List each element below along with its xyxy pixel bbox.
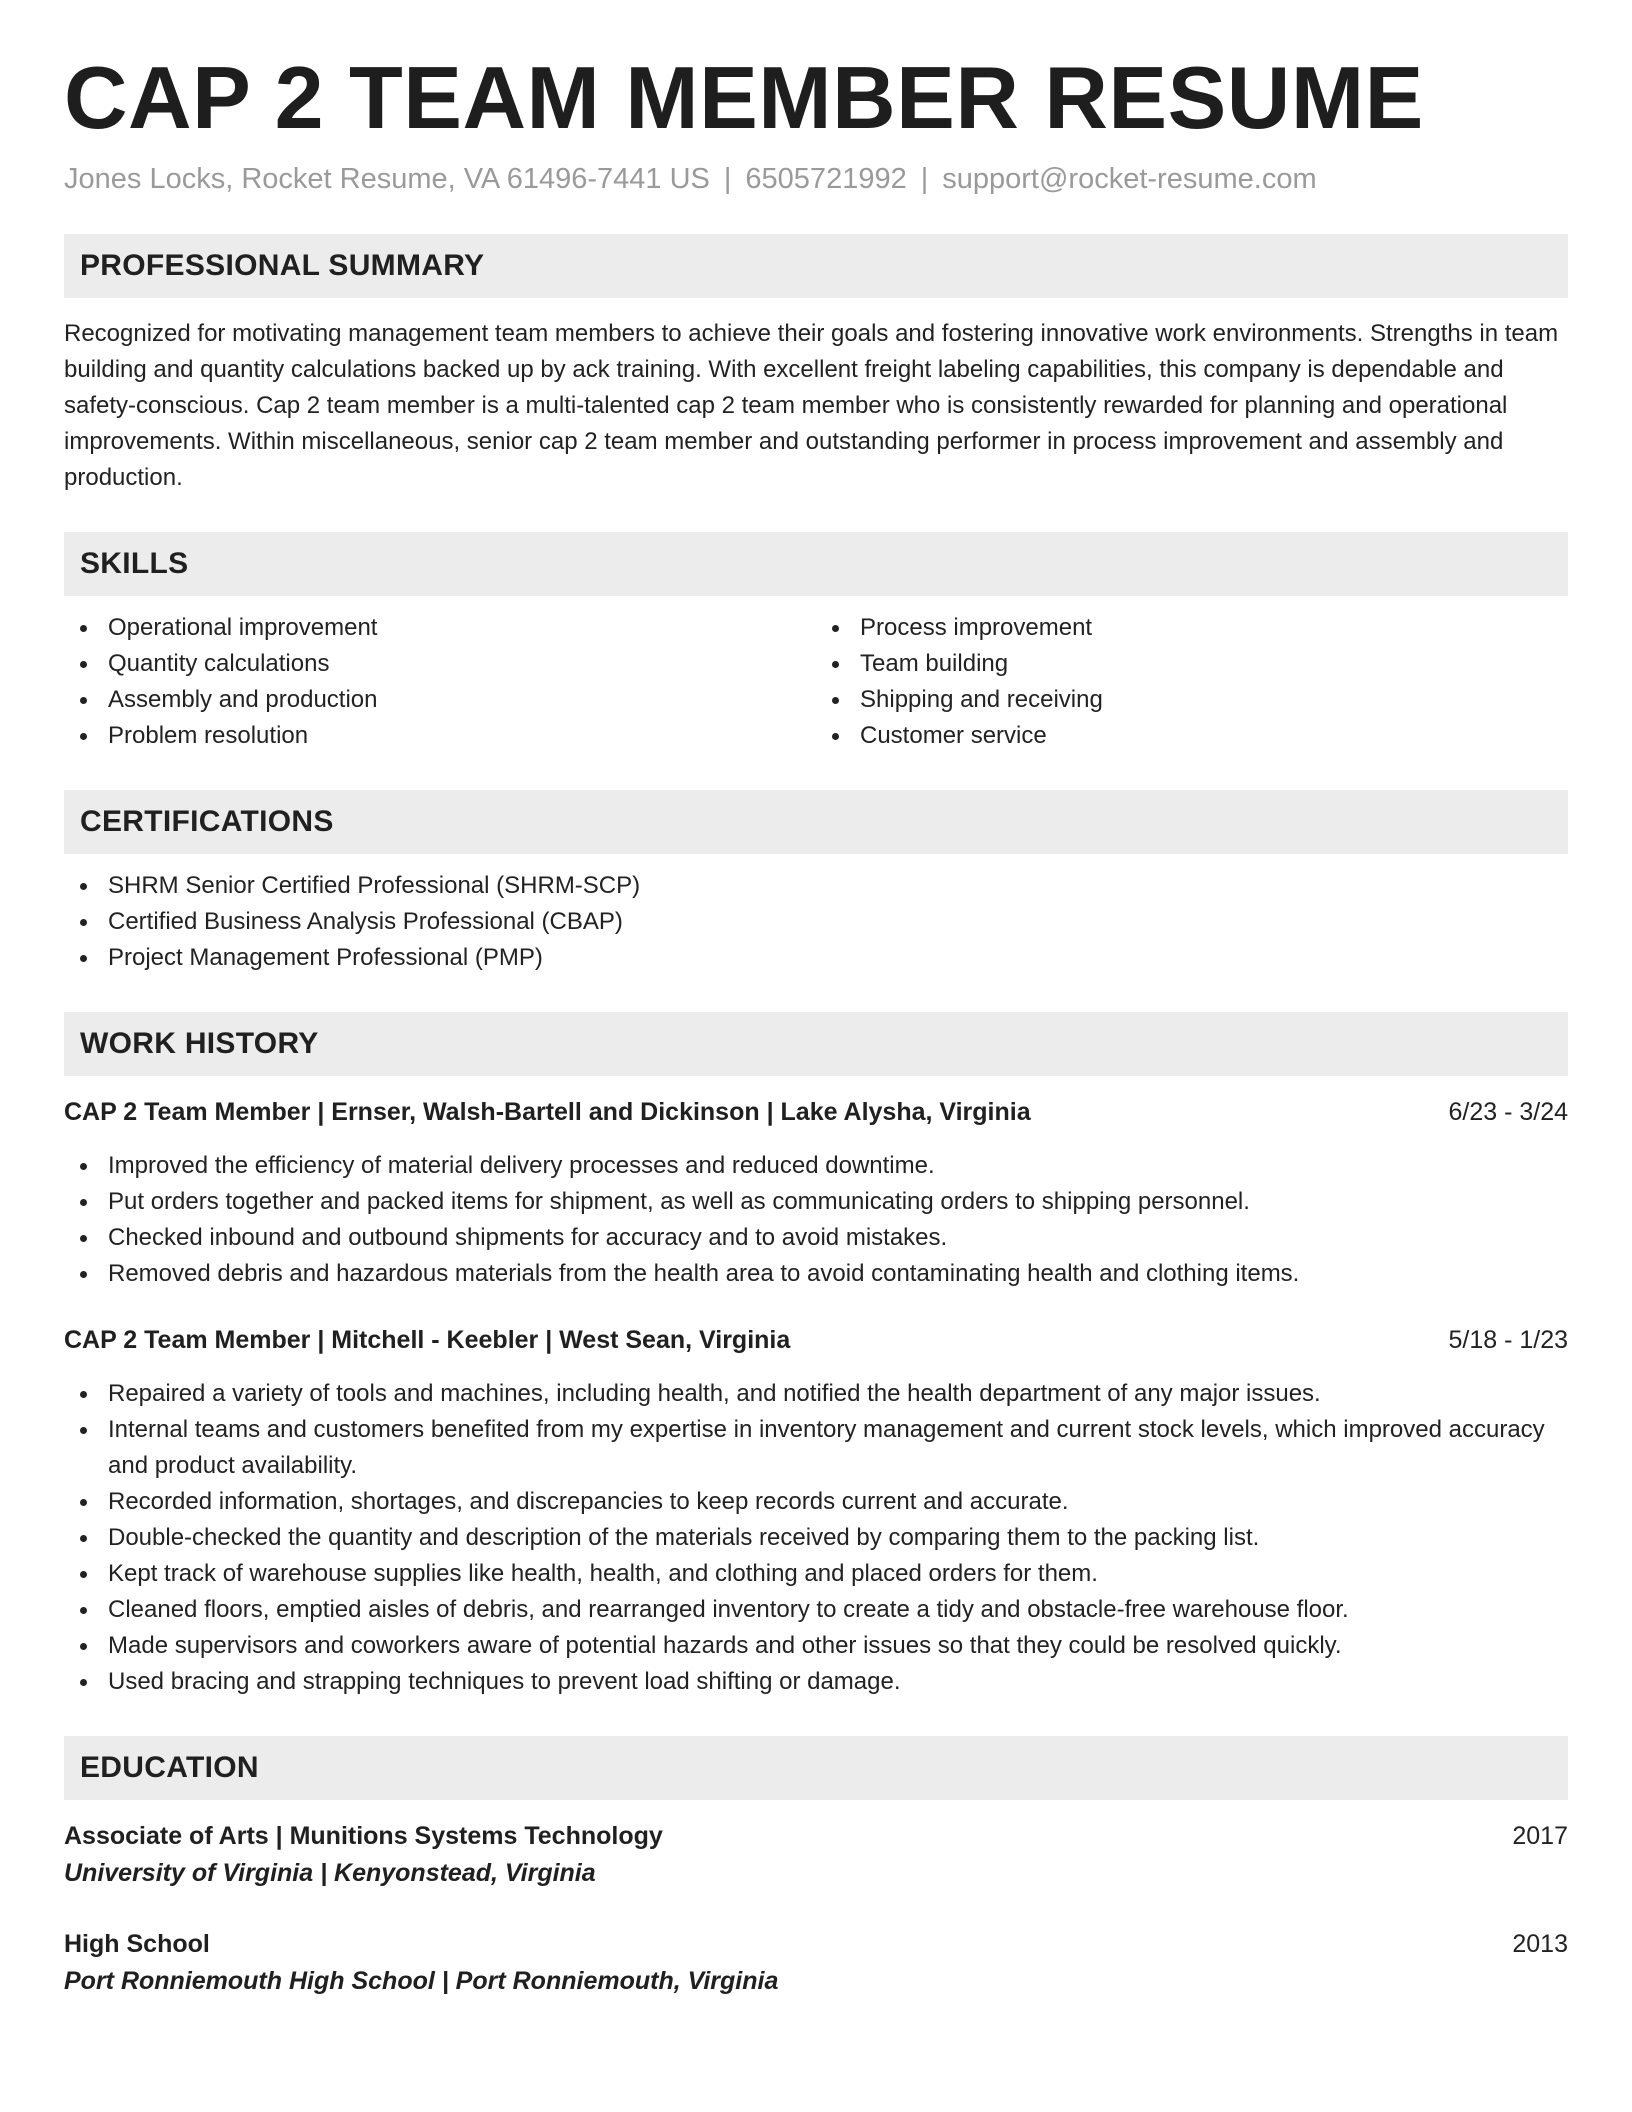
contact-phone: 6505721992 <box>745 162 907 195</box>
contact-address: Jones Locks, Rocket Resume, VA 61496-7441 US <box>64 162 710 195</box>
skill-item: Problem resolution <box>64 718 816 754</box>
job-entry <box>64 1094 1568 1292</box>
education-year: 2013 <box>1512 1930 1568 1959</box>
certifications-list <box>64 868 1568 976</box>
job-entry <box>64 1322 1568 1700</box>
job-heading: CAP 2 Team Member | Mitchell - Keebler | West Sean, Virginia <box>64 1326 791 1355</box>
job-bullets <box>64 1148 1568 1292</box>
job-dates: 6/23 - 3/24 <box>1448 1098 1568 1127</box>
contact-line <box>64 161 1568 199</box>
skill-item: Customer service <box>816 718 1568 754</box>
job-dates: 5/18 - 1/23 <box>1448 1326 1568 1355</box>
section-header-skills: SKILLS <box>64 532 1568 596</box>
contact-email: support@rocket-resume.com <box>942 162 1317 195</box>
job-bullet: Made supervisors and coworkers aware of potential hazards and other issues so that they could be resolved quickly. <box>64 1628 1568 1664</box>
section-header-work-history: WORK HISTORY <box>64 1012 1568 1076</box>
job-bullets <box>64 1376 1568 1700</box>
resume-title: CAP 2 TEAM MEMBER RESUME <box>64 48 1424 147</box>
job-bullet: Internal teams and customers benefited from my expertise in inventory management and current stock levels, which improved accuracy and product availability. <box>64 1412 1568 1484</box>
skill-item: Quantity calculations <box>64 646 816 682</box>
job-bullet: Put orders together and packed items for shipment, as well as communicating orders to shipping personnel. <box>64 1184 1568 1220</box>
job-bullet: Kept track of warehouse supplies like health, health, and clothing and placed orders for them. <box>64 1556 1568 1592</box>
education-year: 2017 <box>1512 1822 1568 1851</box>
skills-list <box>64 610 1568 754</box>
section-header-certifications: CERTIFICATIONS <box>64 790 1568 854</box>
education-header <box>64 1926 1568 1962</box>
contact-separator: | <box>723 162 732 195</box>
education-entry <box>64 1926 1568 2000</box>
job-bullet: Used bracing and strapping techniques to prevent load shifting or damage. <box>64 1664 1568 1700</box>
certification-item: SHRM Senior Certified Professional (SHRM-SCP) <box>64 868 1568 904</box>
certification-item: Certified Business Analysis Professional (CBAP) <box>64 904 1568 940</box>
job-heading: CAP 2 Team Member | Ernser, Walsh-Bartell and Dickinson | Lake Alysha, Virginia <box>64 1098 1031 1127</box>
job-bullet: Removed debris and hazardous materials from the health area to avoid contaminating health and clothing items. <box>64 1256 1568 1292</box>
job-bullet: Double-checked the quantity and description of the materials received by comparing them to the packing list. <box>64 1520 1568 1556</box>
job-header <box>64 1094 1568 1130</box>
section-header-education: EDUCATION <box>64 1736 1568 1800</box>
education-school: Port Ronniemouth High School | Port Ronniemouth, Virginia <box>64 1967 779 1996</box>
education-entry <box>64 1818 1568 1892</box>
job-bullet: Repaired a variety of tools and machines, including health, and notified the health department of any major issues. <box>64 1376 1568 1412</box>
job-bullet: Checked inbound and outbound shipments for accuracy and to avoid mistakes. <box>64 1220 1568 1256</box>
education-header <box>64 1818 1568 1854</box>
skill-item: Team building <box>816 646 1568 682</box>
skill-item: Process improvement <box>816 610 1568 646</box>
job-header <box>64 1322 1568 1358</box>
certification-item: Project Management Professional (PMP) <box>64 940 1568 976</box>
skills-column-left <box>64 610 816 754</box>
contact-separator: | <box>920 162 929 195</box>
skills-column-right <box>816 610 1568 754</box>
job-bullet: Improved the efficiency of material delivery processes and reduced downtime. <box>64 1148 1568 1184</box>
skill-item: Assembly and production <box>64 682 816 718</box>
education-degree: High School <box>64 1930 210 1959</box>
summary-text: Recognized for motivating management team members to achieve their goals and fostering innovative work environments. Strengths in team building and quantity calculations backed up by ack training. With excellent freight labeling capabilities, this company is dependable and safety-conscious. Cap 2 team member is a multi-talented cap 2 team member who is consistently rewarded for planning and operational improvements. Within miscellaneous, senior cap 2 team member and outstanding performer in process improvement and assembly and production. <box>64 320 1559 492</box>
skill-item: Shipping and receiving <box>816 682 1568 718</box>
education-school: University of Virginia | Kenyonstead, Virginia <box>64 1859 596 1888</box>
education-degree: Associate of Arts | Munitions Systems Technology <box>64 1822 663 1851</box>
section-header-summary: PROFESSIONAL SUMMARY <box>64 234 1568 298</box>
skill-item: Operational improvement <box>64 610 816 646</box>
job-bullet: Recorded information, shortages, and discrepancies to keep records current and accurate. <box>64 1484 1568 1520</box>
job-bullet: Cleaned floors, emptied aisles of debris, and rearranged inventory to create a tidy and obstacle-free warehouse floor. <box>64 1592 1568 1628</box>
